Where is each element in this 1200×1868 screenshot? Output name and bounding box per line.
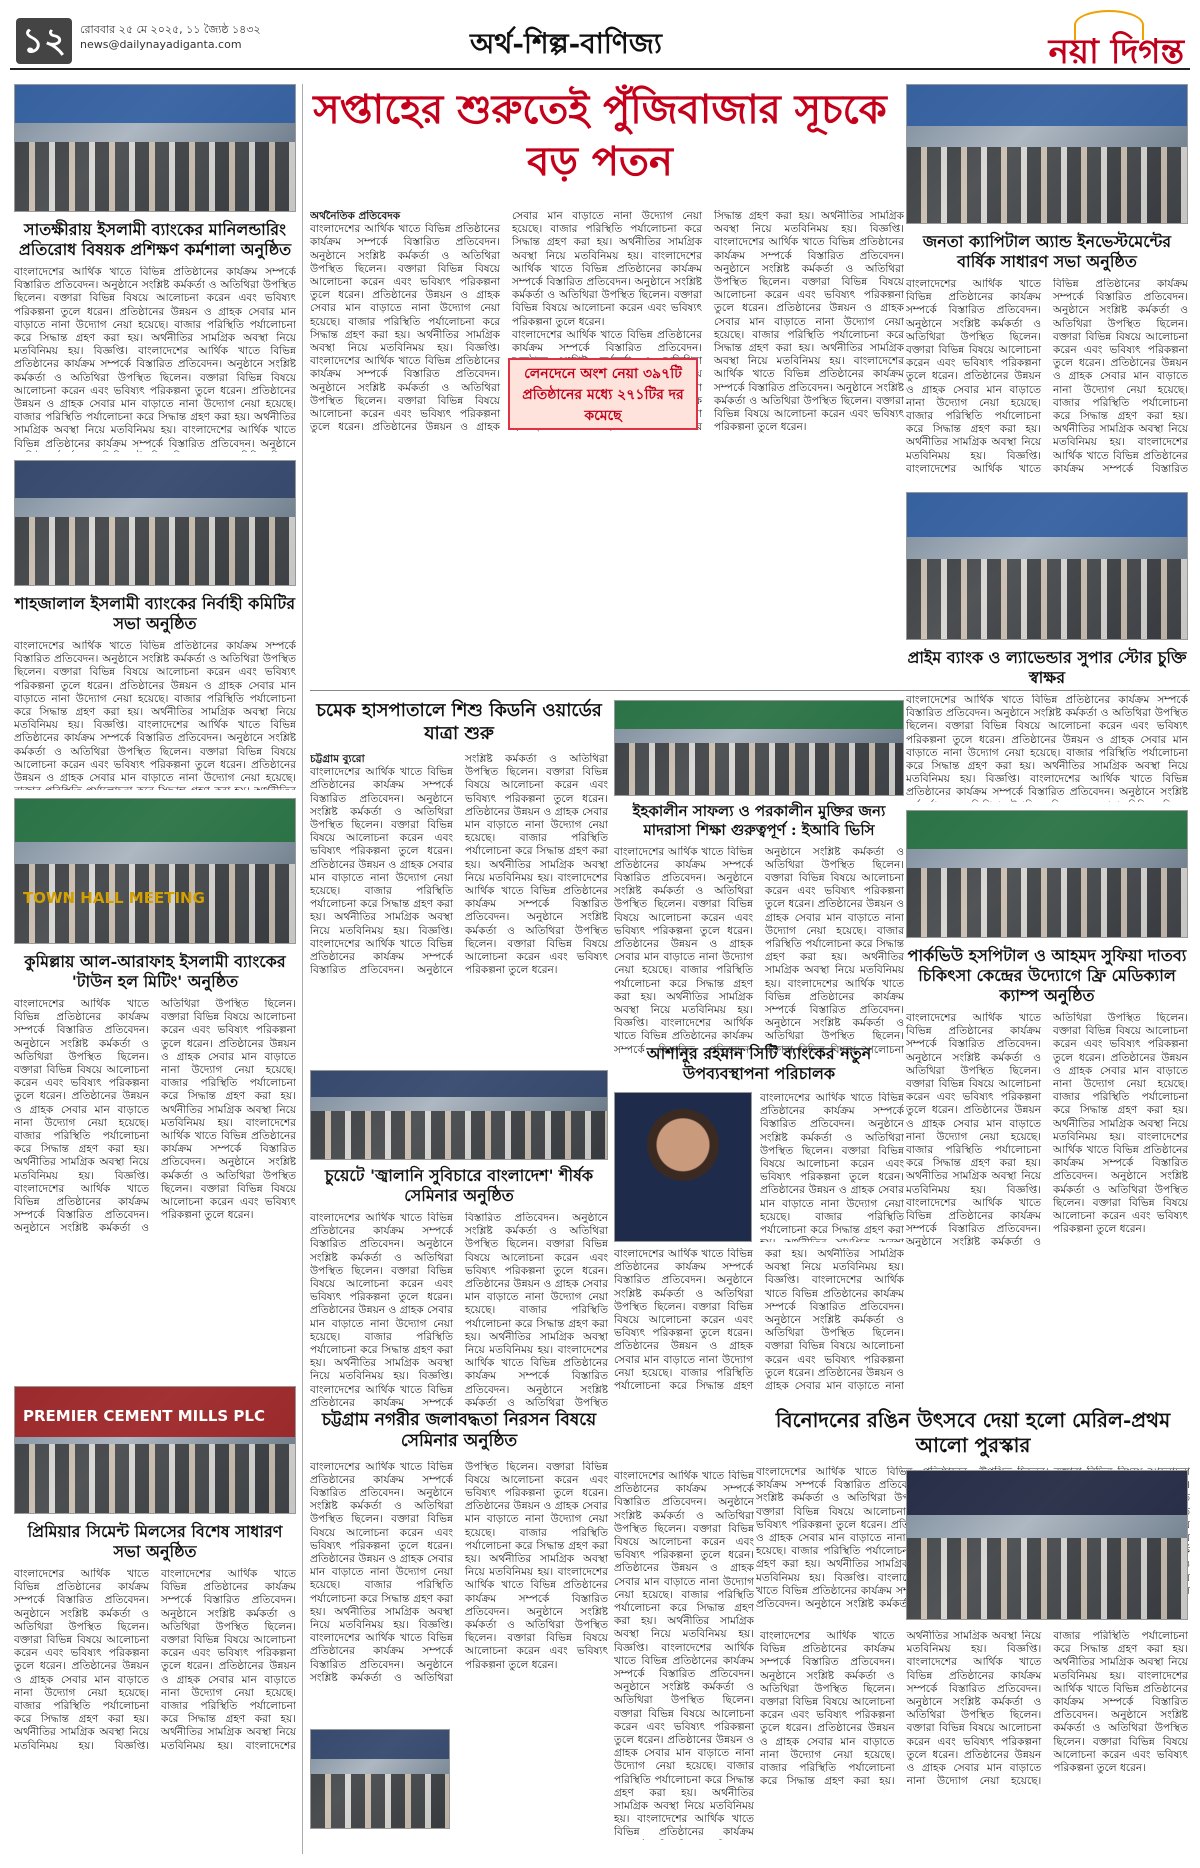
column-divider bbox=[302, 84, 303, 1854]
satkhira-headline[interactable]: সাতক্ষীরায় ইসলামী ব্যাংকের মানিলন্ডারিং প্রতিরোধ বিষয়ক প্রশিক্ষণ কর্মশালা অনুষ্ঠিত bbox=[18, 220, 292, 259]
lead-callout: লেনদেনে অংশ নেয়া ৩৯৭টি প্রতিষ্ঠানের মধ্যে ২৭১টির দর কমেছে bbox=[508, 358, 698, 430]
waterlogging-photo bbox=[310, 1729, 450, 1829]
madrasa-photo bbox=[614, 700, 904, 796]
prime-body bbox=[906, 694, 1188, 802]
date-text: রোববার ২৫ মে ২০২৫, ১১ জ্যৈষ্ঠ ১৪৩২ bbox=[80, 23, 261, 36]
lead-headline[interactable]: সপ্তাহের শুরুতেই পুঁজিবাজার সূচকে বড় পতন bbox=[313, 86, 887, 185]
page-number: ১২ bbox=[16, 18, 72, 64]
cuet-headline[interactable]: চুয়েটে 'জ্বালানি সুবিচারে বাংলাদেশ' শীর্ষক সেমিনার অনুষ্ঠিত bbox=[324, 1166, 594, 1205]
cuet-body bbox=[310, 1212, 608, 1420]
comilla-photo bbox=[14, 798, 296, 944]
waterlogging-story bbox=[310, 1410, 608, 1829]
waterlogging-body bbox=[310, 1461, 608, 1721]
left-column bbox=[14, 84, 296, 1756]
premier-photo-banner: PREMIER CEMENT MILLS PLC bbox=[23, 1407, 265, 1425]
ashanur-story bbox=[614, 1044, 904, 1398]
website-text[interactable]: news@dailynayadiganta.com bbox=[80, 38, 242, 51]
janata-body bbox=[906, 278, 1188, 484]
madrasa-headline[interactable]: ইহকালীন সাফল্য ও পরকালীন মুক্তির জন্য মাদরাসা শিক্ষা গুরুত্বপূর্ণ : ইআবি ভিসি bbox=[632, 802, 886, 839]
ashanur-headline[interactable]: আশানুর রহমান সিটি ব্যাংকের নতুন উপব্যবস্থাপনা পরিচালক bbox=[646, 1044, 872, 1083]
ashanur-portrait bbox=[614, 1092, 752, 1242]
janata-photo bbox=[906, 84, 1188, 224]
lead-body bbox=[310, 210, 904, 678]
premier-photo bbox=[14, 1386, 296, 1514]
cuet-photo bbox=[310, 1070, 608, 1160]
prime-photo bbox=[906, 492, 1188, 640]
parkview-body bbox=[906, 1012, 1188, 1278]
lead-byline: অর্থনৈতিক প্রতিবেদক bbox=[310, 210, 401, 222]
chamek-byline: চট্টগ্রাম ব্যুরো bbox=[310, 753, 365, 765]
meril-body-left bbox=[614, 1470, 754, 1840]
janata-headline[interactable]: জনতা ক্যাপিটাল অ্যান্ড ইনভেস্টমেন্টের বার্ষিক সাধারণ সভা অনুষ্ঠিত bbox=[922, 232, 1172, 271]
newspaper-logo: নয়া দিগন্ত bbox=[1049, 26, 1184, 83]
meril-body-bottom bbox=[760, 1630, 1188, 1850]
chamek-body bbox=[310, 753, 608, 1105]
ashanur-body bbox=[614, 1248, 904, 1398]
lead-story bbox=[310, 210, 904, 678]
waterlogging-headline[interactable]: চট্টগ্রাম নগরীর জলাবদ্ধতা নিরসন বিষয়ে সেমিনার অনুষ্ঠিত bbox=[321, 1410, 597, 1452]
section-rule bbox=[310, 690, 1190, 691]
comilla-photo-banner: TOWN HALL MEETING bbox=[23, 889, 205, 907]
shahjalal-headline[interactable]: শাহজালাল ইসলামী ব্যাংকের নির্বাহী কমিটির সভা অনুষ্ঠিত bbox=[14, 594, 296, 633]
madrasa-body bbox=[614, 846, 904, 1068]
meril-photo-wrap bbox=[906, 1470, 1188, 1620]
premier-headline[interactable]: প্রিমিয়ার সিমেন্ট মিলসের বিশেষ সাধারণ সভা অনুষ্ঠিত bbox=[27, 1522, 283, 1561]
shahjalal-body bbox=[14, 640, 296, 790]
section-title: অর্থ-শিল্প-বাণিজ্য bbox=[470, 27, 663, 60]
right-column bbox=[906, 84, 1188, 1278]
parkview-photo bbox=[906, 810, 1188, 938]
satkhira-photo bbox=[14, 84, 296, 212]
dateline bbox=[80, 22, 261, 52]
premier-body bbox=[14, 1568, 296, 1756]
sun-logo-icon bbox=[1074, 10, 1144, 40]
chamek-story bbox=[310, 700, 608, 1105]
comilla-headline[interactable]: কুমিল্লায় আল-আরাফাহ ইসলামী ব্যাংকের 'টাউন হল মিটিং' অনুষ্ঠিত bbox=[24, 952, 286, 991]
shahjalal-photo bbox=[14, 460, 296, 586]
parkview-headline[interactable]: পার্কভিউ হসপিটাল ও আহমদ সুফিয়া দাতব্য চিকিৎসা কেন্দ্রের উদ্যোগে ফ্রি মেডিক্যাল ক্যাম্প অনুষ্ঠিত bbox=[907, 946, 1187, 1005]
satkhira-body bbox=[14, 266, 296, 452]
meril-photo bbox=[906, 1470, 1188, 1620]
ashanur-body-side bbox=[760, 1092, 904, 1242]
prime-headline[interactable]: প্রাইম ব্যাংক ও ল্যাভেন্ডার সুপার স্টোর চুক্তি স্বাক্ষর bbox=[907, 648, 1187, 687]
comilla-body bbox=[14, 998, 296, 1378]
page-header bbox=[10, 8, 1190, 70]
meril-body-bottom-wrap bbox=[760, 1630, 1188, 1850]
meril-headline[interactable]: বিনোদনের রঙিন উৎসবে দেয়া হলো মেরিল-প্রথম আলো পুরস্কার bbox=[775, 1408, 1171, 1457]
meril-body-col bbox=[614, 1470, 754, 1840]
cuet-story bbox=[310, 1070, 608, 1420]
madrasa-story bbox=[614, 700, 904, 1068]
chamek-headline[interactable]: চমেক হাসপাতালে শিশু কিডনি ওয়ার্ডের যাত্রা শুরু bbox=[316, 700, 602, 744]
